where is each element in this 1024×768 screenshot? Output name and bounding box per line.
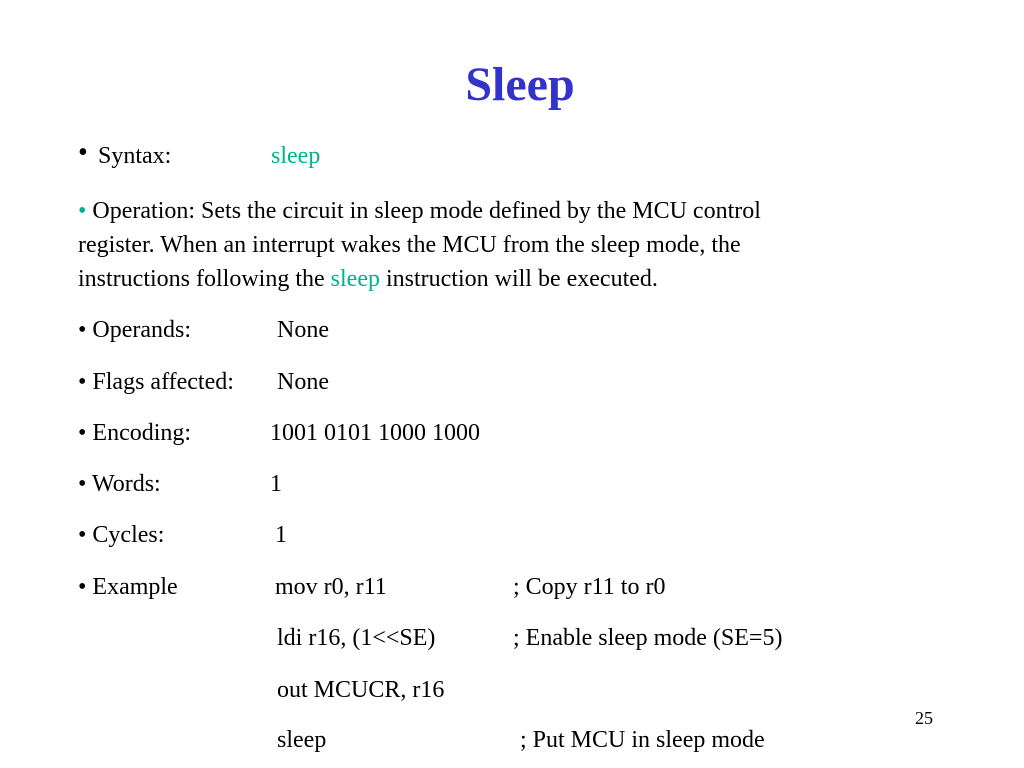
operation-text-1: Operation: Sets the circuit in sleep mode defined by the MCU control: [92, 198, 761, 224]
field-value: 1001 0101 1000 1000: [270, 420, 480, 446]
syntax-label: Syntax:: [98, 143, 172, 169]
field-label: • Flags affected:: [78, 369, 234, 395]
example-row: [78, 624, 898, 654]
slide-title: Sleep: [465, 58, 575, 111]
field-row-cycles: [78, 521, 578, 551]
example-comment: ; Copy r11 to r0: [513, 574, 666, 600]
field-row-words: [78, 470, 578, 500]
example-comment: ; Enable sleep mode (SE=5): [513, 625, 783, 651]
example-code: out MCUCR, r16: [277, 677, 445, 703]
field-label: • Encoding:: [78, 420, 192, 446]
operation-line-2: register. When an interrupt wakes the MCU from the sleep mode, the: [78, 232, 741, 258]
field-value: 1: [270, 471, 282, 497]
field-row-encoding: [78, 419, 578, 449]
field-label: • Cycles:: [78, 522, 165, 548]
field-label: • Words:: [78, 471, 161, 497]
syntax-bullet: •: [78, 137, 88, 168]
operation-line-3: [78, 265, 658, 293]
example-comment: ; Put MCU in sleep mode: [520, 727, 765, 753]
syntax-row: [78, 137, 478, 174]
field-label: • Operands:: [78, 317, 192, 343]
example-row: [78, 573, 898, 603]
syntax-value: sleep: [271, 143, 321, 169]
operation-text-3b: instruction will be executed.: [379, 266, 658, 292]
example-row: [78, 676, 898, 706]
field-row-flags: [78, 368, 578, 398]
example-label: • Example: [78, 574, 178, 600]
operation-line-1: [78, 197, 761, 225]
operation-text-3a: instructions following the: [78, 266, 331, 292]
page-number: 25: [915, 708, 933, 728]
example-row: [78, 726, 898, 756]
field-value: 1: [275, 522, 287, 548]
field-row-operands: [78, 316, 578, 346]
example-code: ldi r16, (1<<SE): [277, 625, 436, 651]
field-value: None: [277, 317, 329, 343]
operation-bullet: •: [78, 198, 87, 224]
example-code: sleep: [277, 727, 327, 753]
field-value: None: [277, 369, 329, 395]
operation-keyword: sleep: [330, 266, 380, 292]
example-code: mov r0, r11: [275, 574, 387, 600]
